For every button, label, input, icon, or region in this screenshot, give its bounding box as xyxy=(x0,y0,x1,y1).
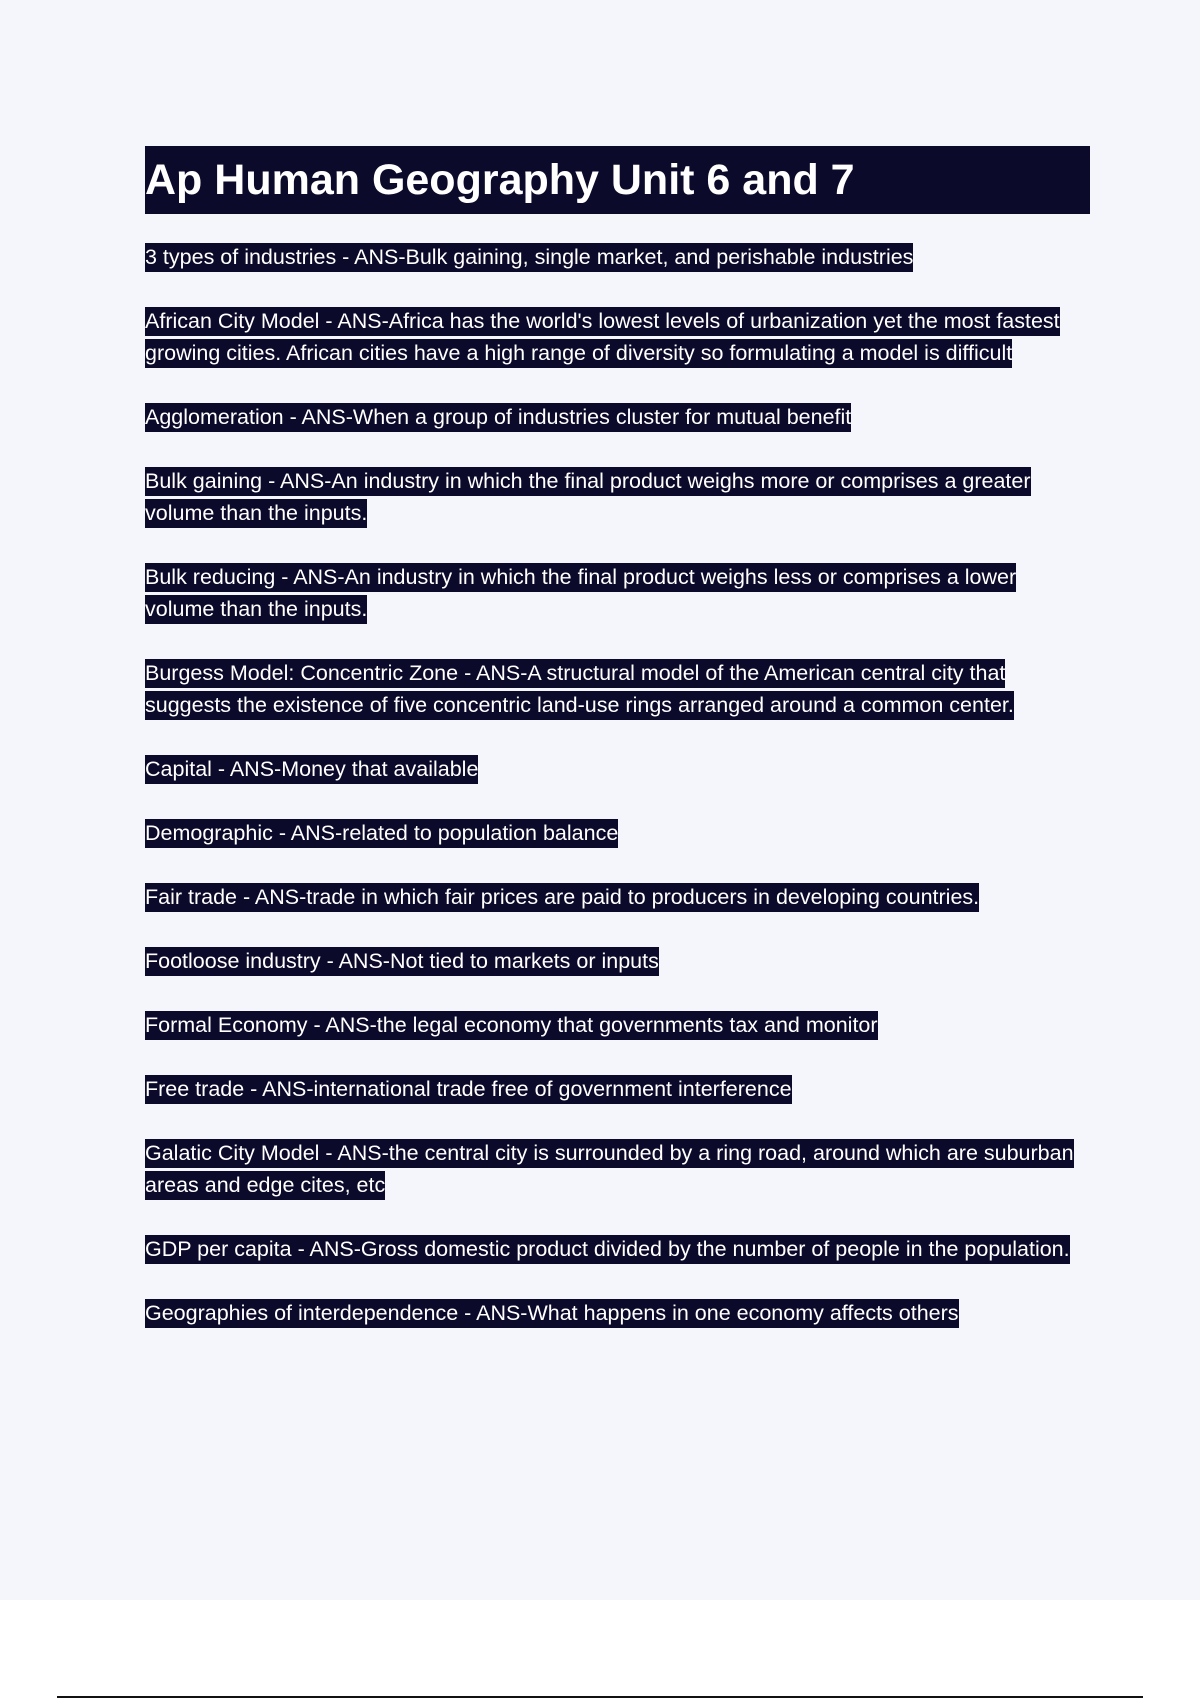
entry-text: Formal Economy - ANS-the legal economy that governments tax and monitor xyxy=(145,1011,878,1040)
bottom-divider xyxy=(57,1696,1143,1698)
document-title: Ap Human Geography Unit 6 and 7 xyxy=(145,146,1090,214)
entry-text: GDP per capita - ANS-Gross domestic product divided by the number of people in the population. xyxy=(145,1235,1070,1264)
entry-text: 3 types of industries - ANS-Bulk gaining, single market, and perishable industries xyxy=(145,243,913,272)
entry-text: Agglomeration - ANS-When a group of industries cluster for mutual benefit xyxy=(145,403,851,432)
entry-text: Footloose industry - ANS-Not tied to markets or inputs xyxy=(145,947,659,976)
glossary-entry xyxy=(145,1137,1090,1201)
entry-text: Free trade - ANS-international trade free of government interference xyxy=(145,1075,792,1104)
entry-text: Galatic City Model - ANS-the central city is surrounded by a ring road, around which are suburban areas and edge cites, etc xyxy=(145,1139,1074,1200)
glossary-entry xyxy=(145,401,1090,433)
glossary-entry xyxy=(145,657,1090,721)
entry-text: Geographies of interdependence - ANS-What happens in one economy affects others xyxy=(145,1299,959,1328)
entry-text: Demographic - ANS-related to population balance xyxy=(145,819,618,848)
entry-text: Bulk reducing - ANS-An industry in which the final product weighs less or comprises a lower volume than the inputs. xyxy=(145,563,1016,624)
glossary-entry xyxy=(145,1297,1090,1329)
entry-text: Bulk gaining - ANS-An industry in which the final product weighs more or comprises a greater volume than the inputs. xyxy=(145,467,1031,528)
glossary-entry xyxy=(145,241,1090,273)
entry-text: Burgess Model: Concentric Zone - ANS-A structural model of the American central city that suggests the existence of five concentric land-use rings arranged around a common center. xyxy=(145,659,1014,720)
glossary-entry xyxy=(145,305,1090,369)
entry-text: African City Model - ANS-Africa has the world's lowest levels of urbanization yet the most fastest growing cities. African cities have a high range of diversity so formulating a model is difficult xyxy=(145,307,1060,368)
glossary-entry xyxy=(145,753,1090,785)
document-content xyxy=(145,146,1090,1361)
glossary-entry xyxy=(145,817,1090,849)
glossary-entry xyxy=(145,1009,1090,1041)
glossary-entry xyxy=(145,1233,1090,1265)
glossary-entry xyxy=(145,1073,1090,1105)
glossary-entry xyxy=(145,945,1090,977)
glossary-entry xyxy=(145,561,1090,625)
glossary-entry xyxy=(145,465,1090,529)
entry-text: Fair trade - ANS-trade in which fair prices are paid to producers in developing countries. xyxy=(145,883,979,912)
entry-text: Capital - ANS-Money that available xyxy=(145,755,478,784)
glossary-entry xyxy=(145,881,1090,913)
